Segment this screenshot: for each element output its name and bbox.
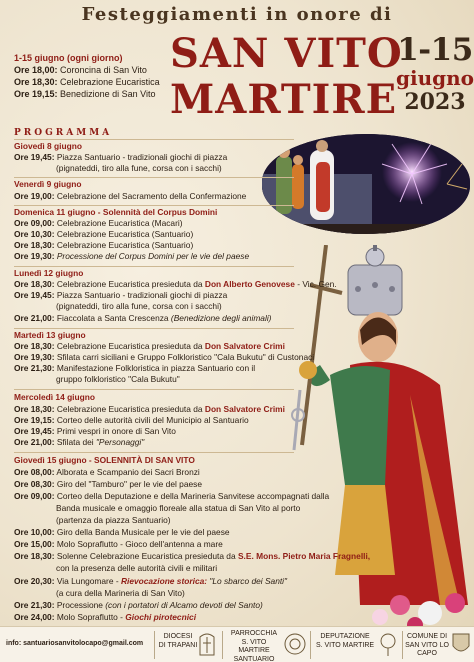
day-title: Martedì 13 giugno <box>14 330 86 340</box>
divider <box>14 177 294 178</box>
intro-text: Coroncina di San Vito <box>60 65 147 75</box>
event-line <box>14 600 263 610</box>
event-text: Piazza Santuario - tradizionali giochi di piazza <box>56 290 228 300</box>
day-title: Giovedì 8 giugno <box>14 141 82 151</box>
intro-item <box>14 89 155 100</box>
event-text: (partenza da piazza Santuario) <box>56 515 171 525</box>
event-text: Sfilata carri siciliani e Gruppo Folkloristico "Cala Bukutu" di Custonaci <box>56 352 315 362</box>
saint-vito-statue-image <box>290 245 474 630</box>
event-line <box>14 479 202 489</box>
event-text: con la presenza delle autorità civili e militari <box>56 563 218 573</box>
day-title: Venerdì 9 giugno <box>14 179 82 189</box>
event-line-continued <box>14 588 185 598</box>
day-title: Giovedì 15 giugno - SOLENNITÀ DI SAN VITO <box>14 455 195 465</box>
event-time: Ore 21,30: <box>14 363 55 373</box>
event-text: Celebrazione Eucaristica presieduta da <box>56 341 203 351</box>
intro-text: Benedizione di San Vito <box>60 89 156 99</box>
event-line-continued <box>14 301 222 311</box>
divider <box>222 631 223 659</box>
divider <box>402 631 403 659</box>
event-text: Celebrazione Eucaristica (Macari) <box>56 218 183 228</box>
event-text: Celebrazione Eucaristica (Santuario) <box>56 240 194 250</box>
event-time: Ore 24,00: <box>14 612 55 622</box>
event-note: "Personaggi" <box>95 437 145 447</box>
event-text: Manifestazione Folkloristica in piazza Santuario con il <box>56 363 256 373</box>
event-time: Ore 09,00: <box>14 491 55 501</box>
event-line <box>14 527 230 537</box>
deputation-line: DEPUTAZIONE <box>320 633 370 640</box>
event-time: Ore 19,00: <box>14 191 55 201</box>
intro-heading <box>14 53 122 64</box>
title-line-2: MARTIRE <box>170 76 398 123</box>
comune-line: SAN VITO LO CAPO <box>405 641 449 657</box>
event-line <box>14 229 193 239</box>
event-text: Alborata e Scampanio dei Sacri Bronzi <box>56 467 200 477</box>
event-text: Processione <box>56 600 103 610</box>
event-text: Via Lungomare - <box>56 576 119 586</box>
day-title: Domenica 11 giugno - Solennità del Corpus Domini <box>14 207 218 217</box>
day-title: Lunedì 12 giugno <box>14 268 84 278</box>
procession-photo <box>262 134 470 234</box>
event-time: Ore 10,00: <box>14 527 55 537</box>
event-line <box>14 313 271 323</box>
parish-emblem-icon <box>284 631 306 661</box>
event-time: Ore 18,30: <box>14 279 55 289</box>
event-time: Ore 08,00: <box>14 467 55 477</box>
comune-crest-icon <box>452 632 470 660</box>
event-text: Molo Sopraflutto - <box>56 612 123 622</box>
parish-label <box>226 630 282 662</box>
parish-line: S. VITO MARTIRE <box>238 638 270 654</box>
celebrant-name: Don Salvatore Crimi <box>204 404 285 414</box>
event-time: Ore 19,45: <box>14 290 55 300</box>
event-text: Fiaccolata a Santa Crescenza <box>56 313 169 323</box>
event-text: Primi vespri in onore di San Vito <box>56 426 176 436</box>
event-note: (con i portatori di Alcamo devoti del Santo) <box>105 600 263 610</box>
event-line <box>14 191 246 201</box>
intro-heading-text: 1-15 giugno (ogni giorno) <box>14 53 123 63</box>
event-time: Ore 10,30: <box>14 229 55 239</box>
event-line <box>14 415 249 425</box>
event-line <box>14 404 285 414</box>
title-line-1: SAN VITO <box>170 30 403 77</box>
event-time: Ore 18,30: <box>14 341 55 351</box>
divider <box>154 631 155 659</box>
event-time: Ore 19,45: <box>14 152 55 162</box>
event-line-continued <box>14 563 217 573</box>
celebrant-name: Don Salvatore Crimi <box>204 341 285 351</box>
event-line <box>14 612 196 622</box>
event-time: Ore 18,30: <box>14 404 55 414</box>
event-line <box>14 240 193 250</box>
program-title: PROGRAMMA <box>14 128 113 138</box>
divider <box>14 266 294 267</box>
event-time: Ore 09,00: <box>14 218 55 228</box>
event-line <box>14 426 176 436</box>
celebrant-name: Don Alberto Genovese <box>204 279 295 289</box>
footer <box>0 626 474 662</box>
event-line <box>14 152 227 162</box>
event-line <box>14 437 144 447</box>
deputation-label <box>314 633 376 650</box>
event-time: Ore 21,00: <box>14 437 55 447</box>
deputation-line: S. VITO MARTIRE <box>315 641 375 649</box>
event-text: Molo Sopraflutto - Gioco dell'antenna a mare <box>56 539 223 549</box>
event-text: Sfilata dei <box>56 437 94 447</box>
event-text: Corteo della Deputazione e della Marineria Sanvitese accompagnati dalla <box>56 491 330 501</box>
event-text: Solenne Celebrazione Eucaristica presieduta da <box>56 551 236 561</box>
event-text: Corteo delle autorità civili del Municipio al Santuario <box>56 415 249 425</box>
divider <box>14 328 294 329</box>
event-text: gruppo folkloristico "Cala Bukutu" <box>56 374 180 384</box>
event-time: Ore 18,30: <box>14 240 55 250</box>
header-top-line: Festeggiamenti in onore di <box>81 4 393 25</box>
event-text: Piazza Santuario - tradizionali giochi di piazza <box>56 152 228 162</box>
diocese-emblem-icon <box>198 631 216 661</box>
event-text: Celebrazione del Sacramento della Confermazione <box>56 191 247 201</box>
event-text: Banda musicale e omaggio floreale alla statua di San Vito al porto <box>56 503 301 513</box>
date-block <box>396 34 474 114</box>
event-line <box>14 363 255 373</box>
event-line-continued <box>14 503 300 513</box>
event-line-continued <box>14 374 180 384</box>
event-text: Giro della Banda Musicale per le vie del paese <box>56 527 230 537</box>
event-time: Ore 19,45: <box>14 426 55 436</box>
event-note: (Benedizione degli animali) <box>170 313 272 323</box>
divider <box>14 139 294 140</box>
comune-label <box>404 633 450 659</box>
event-time: Ore 08,30: <box>14 479 55 489</box>
intro-text: Celebrazione Eucaristica <box>60 77 160 87</box>
intro-item <box>14 65 147 76</box>
event-time: Ore 15,00: <box>14 539 55 549</box>
divider <box>14 452 294 453</box>
event-text: (pignateddi, tiro alla fune, corsa con i sacchi) <box>56 163 222 173</box>
date-range: 1-15 <box>397 32 473 68</box>
event-line-continued <box>14 515 171 525</box>
event-line <box>14 352 314 362</box>
event-time: Ore 21,00: <box>14 313 55 323</box>
event-text: Celebrazione Eucaristica (Santuario) <box>56 229 194 239</box>
event-text: (pignateddi, tiro alla fune, corsa con i sacchi) <box>56 301 222 311</box>
parish-line: SANTUARIO <box>233 655 275 662</box>
event-line <box>14 491 329 501</box>
event-time: Ore 19,30: <box>14 352 55 362</box>
event-text: (a cura della Marineria di San Vito) <box>56 588 185 598</box>
event-text: - Vic. Gen. <box>297 279 337 289</box>
event-line <box>14 576 287 586</box>
event-line <box>14 341 285 351</box>
comune-line: COMUNE DI <box>406 633 448 640</box>
divider <box>310 631 311 659</box>
event-highlight: Giochi pirotecnici <box>125 612 197 622</box>
intro-item <box>14 77 160 88</box>
event-line <box>14 467 200 477</box>
contact-email[interactable]: info: santuariosanvitolocapo@gmail.com <box>6 640 144 647</box>
event-text: Processione del Corpus Domini per le vie del paese <box>56 251 250 261</box>
intro-time: Ore 19,15: <box>14 89 58 99</box>
diocese-line: DIOCESI <box>163 633 193 640</box>
event-line <box>14 290 227 300</box>
event-time: Ore 19,15: <box>14 415 55 425</box>
intro-time: Ore 18,30: <box>14 77 58 87</box>
event-line <box>14 218 183 228</box>
diocese-line: DI TRAPANI <box>158 641 198 649</box>
event-line-continued <box>14 163 222 173</box>
divider <box>14 205 294 206</box>
intro-time: Ore 18,00: <box>14 65 58 75</box>
date-year: 2023 <box>404 88 466 115</box>
event-note: "Lo sbarco dei Santi" <box>209 576 288 586</box>
date-month: giugno <box>396 65 474 90</box>
event-highlight: Rievocazione storica: <box>120 576 208 586</box>
parish-line: PARROCCHIA <box>230 630 278 637</box>
celebrant-name: S.E. Mons. Pietro Maria Fragnelli, <box>237 551 371 561</box>
event-text: Celebrazione Eucaristica presieduta da <box>56 404 203 414</box>
event-line <box>14 251 249 261</box>
divider <box>14 389 294 390</box>
event-text: Celebrazione Eucaristica presieduta da <box>56 279 203 289</box>
event-time: Ore 19,30: <box>14 251 55 261</box>
event-time: Ore 18,30: <box>14 551 55 561</box>
event-line <box>14 539 223 549</box>
deputation-emblem-icon <box>378 631 398 661</box>
event-line <box>14 551 370 561</box>
diocese-label <box>158 633 198 650</box>
event-time: Ore 20,30: <box>14 576 55 586</box>
event-line <box>14 279 337 289</box>
day-title: Mercoledì 14 giugno <box>14 392 95 402</box>
event-time: Ore 21,30: <box>14 600 55 610</box>
event-text: Giro del "Tamburo" per le vie del paese <box>56 479 202 489</box>
